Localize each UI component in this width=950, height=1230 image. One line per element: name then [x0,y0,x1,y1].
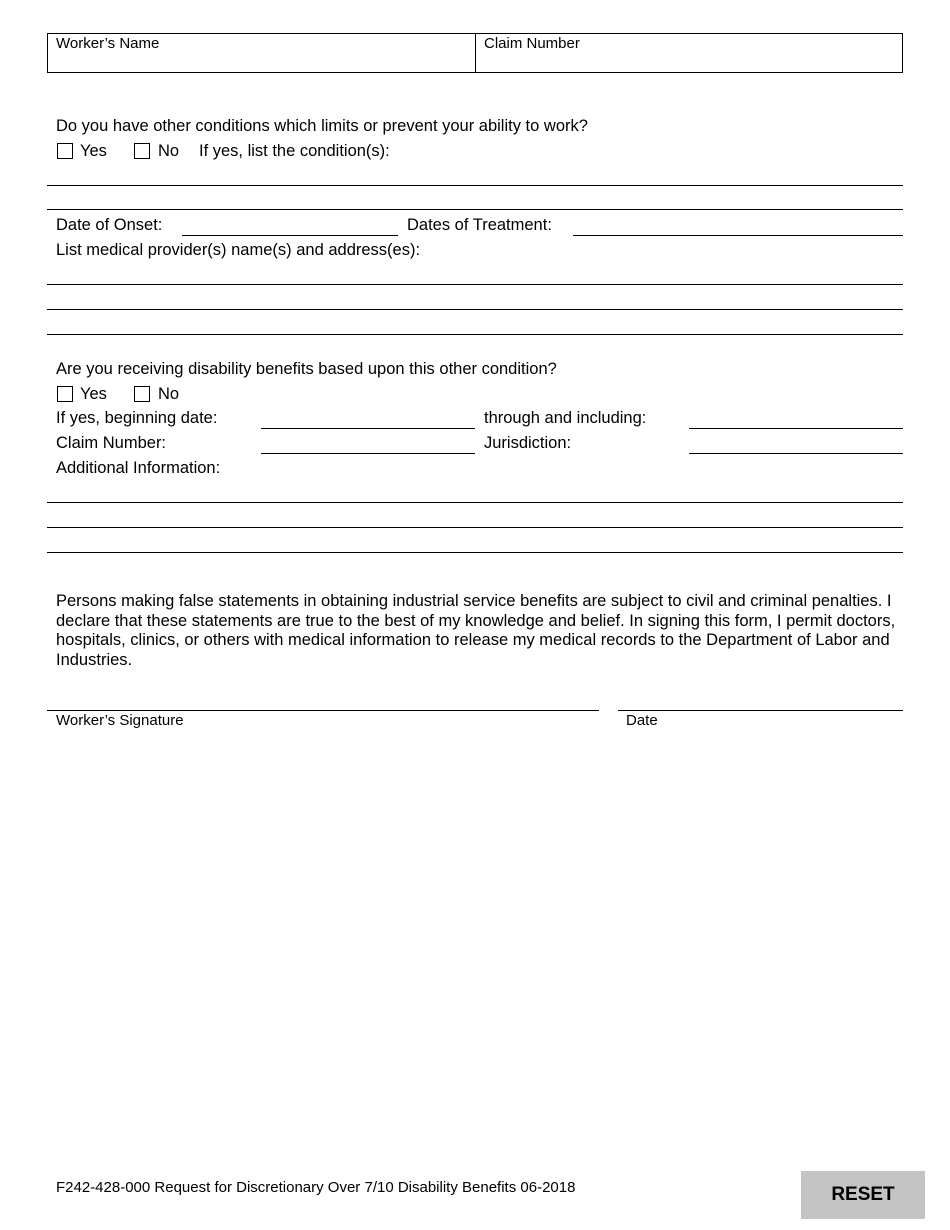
additional-info-line-1[interactable] [47,502,903,503]
providers-line-3[interactable] [47,334,903,335]
conditions-line [47,185,903,186]
claim-number-field[interactable] [476,52,902,72]
additional-info-line-2[interactable] [47,527,903,528]
disability-no-label: No [158,385,180,403]
declaration-text: Persons making false statements in obtaining industrial service benefits are subject to civil and criminal penalties. I declare that these statements are true to the best of my knowledge and belief. In signing this form, I permit doctors, hospitals, clinics, or others with medical information to release my medical records to the Department of Labor and Industries. [56,592,896,670]
other-conditions-yes-label: Yes [80,142,107,160]
jurisdiction-field[interactable] [689,453,903,454]
dates-of-treatment-field[interactable] [573,235,903,236]
conditions-list-prompt: If yes, list the condition(s): [199,142,390,160]
other-conditions-no-label: No [158,142,180,160]
signature-date-line[interactable] [618,710,903,711]
beginning-date-field[interactable] [261,428,475,429]
disability-no-checkbox[interactable] [134,386,150,402]
worker-signature-label: Worker’s Signature [56,712,184,729]
worker-name-label: Worker’s Name [56,35,160,52]
worker-name-field[interactable] [48,52,474,72]
disability-claim-number-label: Claim Number: [56,434,167,452]
other-conditions-question: Do you have other conditions which limits or prevent your ability to work? [56,117,588,135]
through-label: through and including: [484,409,647,427]
disability-claim-number-field[interactable] [261,453,475,454]
section-divider [47,209,903,210]
worker-signature-line[interactable] [47,710,599,711]
signature-date-label: Date [626,712,658,729]
reset-button[interactable]: RESET [801,1171,925,1219]
providers-line-2[interactable] [47,309,903,310]
providers-line-1[interactable] [47,284,903,285]
other-conditions-yes-checkbox[interactable] [57,143,73,159]
conditions-list-field[interactable] [47,164,903,185]
additional-info-label: Additional Information: [56,459,221,477]
disability-yes-label: Yes [80,385,107,403]
jurisdiction-label: Jurisdiction: [484,434,572,452]
providers-prompt: List medical provider(s) name(s) and address(es): [56,241,421,259]
date-of-onset-label: Date of Onset: [56,216,163,234]
date-of-onset-field[interactable] [182,235,398,236]
form-id-footer: F242-428-000 Request for Discretionary Over 7/10 Disability Benefits 06-2018 [56,1179,576,1196]
through-date-field[interactable] [689,428,903,429]
additional-info-line-3[interactable] [47,552,903,553]
disability-question: Are you receiving disability benefits based upon this other condition? [56,360,557,378]
disability-yes-checkbox[interactable] [57,386,73,402]
claim-number-label: Claim Number [484,35,580,52]
other-conditions-no-checkbox[interactable] [134,143,150,159]
beginning-date-label: If yes, beginning date: [56,409,218,427]
dates-of-treatment-label: Dates of Treatment: [407,216,552,234]
